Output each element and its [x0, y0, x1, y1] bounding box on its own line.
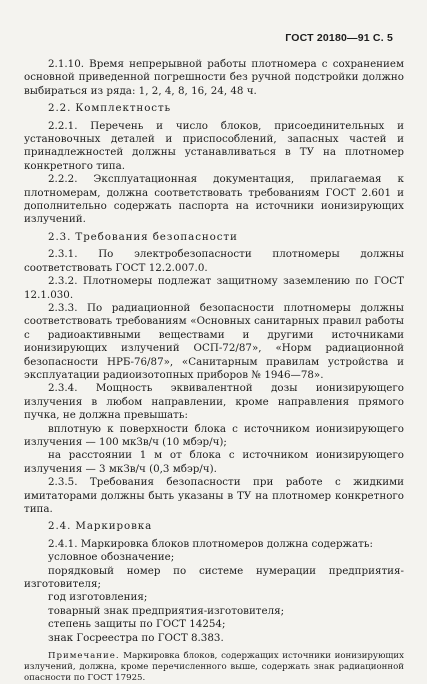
note-label: Примечание. — [48, 651, 120, 662]
heading-2-3: 2.3. Требования безопасности — [48, 230, 238, 243]
heading-2-4: 2.4. Маркировка — [48, 520, 153, 533]
list-item: условное обозначение; — [48, 551, 175, 564]
document-body — [24, 58, 404, 684]
paragraph-2-3-4-a: вплотную к поверхности блока с источником ионизирующего излучения — 100 мкЗв/ч (10 мбэр/ч); — [24, 422, 404, 448]
paragraph-2-3-1: 2.3.1. По электробезопасности плотномеры должны соответствовать ГОСТ 12.2.007.0. — [24, 248, 404, 274]
paragraph-2-3-4: 2.3.4. Мощность эквивалентной дозы ионизирующего излучения в любом направлении, кроме направления прямого пучка, не должна превышать: — [24, 382, 404, 422]
paragraph-2-3-5: 2.3.5. Требования безопасности при работе с жидкими имитаторами должны быть указаны в ТУ на плотномер конкретного типа. — [24, 476, 404, 515]
list-item: год изготовления; — [48, 591, 148, 604]
list-item: товарный знак предприятия-изготовителя; — [48, 604, 285, 617]
paragraph-2-2-2: 2.2.2. Эксплуатационная документация, прилагаемая к плотномерам, должна соответствовать требованиям ГОСТ 2.601 и дополнительно содержать паспорта на источники ионизирующих излучений. — [24, 173, 404, 226]
note — [24, 651, 404, 684]
list-item: степень защиты по ГОСТ 14254; — [48, 618, 226, 631]
list-item: порядковый номер по системе нумерации предприятия-изготовителя; — [24, 564, 404, 591]
paragraph-2-2-1: 2.2.1. Перечень и число блоков, присоединительных и установочных деталей и приспособлений, запасных частей и принадлежностей должны устанавливаться в ТУ на плотномер конкретного типа. — [24, 119, 404, 172]
paragraph-2-1-10: 2.1.10. Время непрерывной работы плотномера с сохранением основной приведенной погрешности без ручной подстройки должно выбираться из ряда: 1, 2, 4, 8, 16, 24, 48 ч. — [24, 58, 404, 97]
paragraph-2-3-4-b: на расстоянии 1 м от блока с источником ионизирующего излучения — 3 мкЗв/ч (0,3 мбэр/ч). — [24, 449, 404, 475]
page-header: ГОСТ 20180—91 С. 5 — [285, 32, 393, 44]
note-text: Маркировка блоков, содержащих источники ионизирующих излучений, должна, кроме перечисленного выше, содержать знак радиационной опасности по ГОСТ 17925. — [24, 651, 404, 684]
heading-2-2: 2.2. Комплектность — [48, 102, 172, 115]
paragraph-2-4-1: 2.4.1. Маркировка блоков плотномеров должна содержать: — [48, 537, 373, 550]
list-item: знак Госреестра по ГОСТ 8.383. — [48, 631, 224, 644]
paragraph-2-3-2: 2.3.2. Плотномеры подлежат защитному заземлению по ГОСТ 12.1.030. — [24, 275, 404, 301]
paragraph-2-3-3: 2.3.3. По радиационной безопасности плотномеры должны соответствовать требованиям «Основных санитарных правил работы с радиоактивными веществами и другими источниками ионизирующих излучений ОСП-72/87», «Норм радиационной безопасности НРБ-76/87», «Санитарным правилам устройства и эксплуатации радиоизотопных приборов № 1946—78». — [24, 301, 404, 381]
